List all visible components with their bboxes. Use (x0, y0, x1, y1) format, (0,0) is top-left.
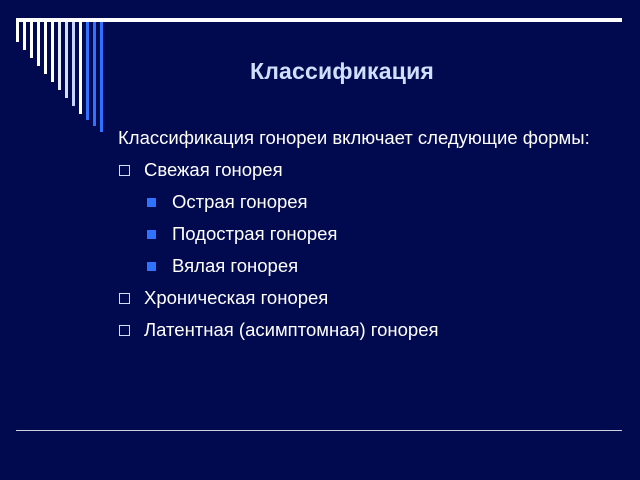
bottom-divider-line (16, 430, 622, 431)
decorative-bars-icon (0, 0, 110, 140)
sub-item-subacute (118, 221, 618, 247)
list-item-fresh (118, 157, 618, 183)
hollow-square-bullet-icon (119, 325, 130, 336)
sub-item-torpid (118, 253, 618, 279)
sub-item-acute (118, 189, 618, 215)
sub-item-label: Подострая гонорея (172, 223, 338, 244)
hollow-square-bullet-icon (119, 293, 130, 304)
sub-item-label: Вялая гонорея (172, 255, 299, 276)
filled-square-bullet-icon (147, 198, 156, 207)
list-item-chronic (118, 285, 618, 311)
list-item-label: Свежая гонорея (144, 159, 283, 180)
list-item-latent (118, 317, 618, 343)
hollow-square-bullet-icon (119, 165, 130, 176)
list-item-label: Латентная (асимптомная) гонорея (144, 319, 439, 340)
slide-content (118, 125, 618, 349)
sub-item-label: Острая гонорея (172, 191, 308, 212)
intro-text: Классификация гонореи включает следующие формы: (118, 127, 590, 148)
slide-title: Классификация (250, 58, 435, 84)
list-item-label: Хроническая гонорея (144, 287, 329, 308)
filled-square-bullet-icon (147, 262, 156, 271)
sub-list-fresh (118, 189, 618, 279)
filled-square-bullet-icon (147, 230, 156, 239)
